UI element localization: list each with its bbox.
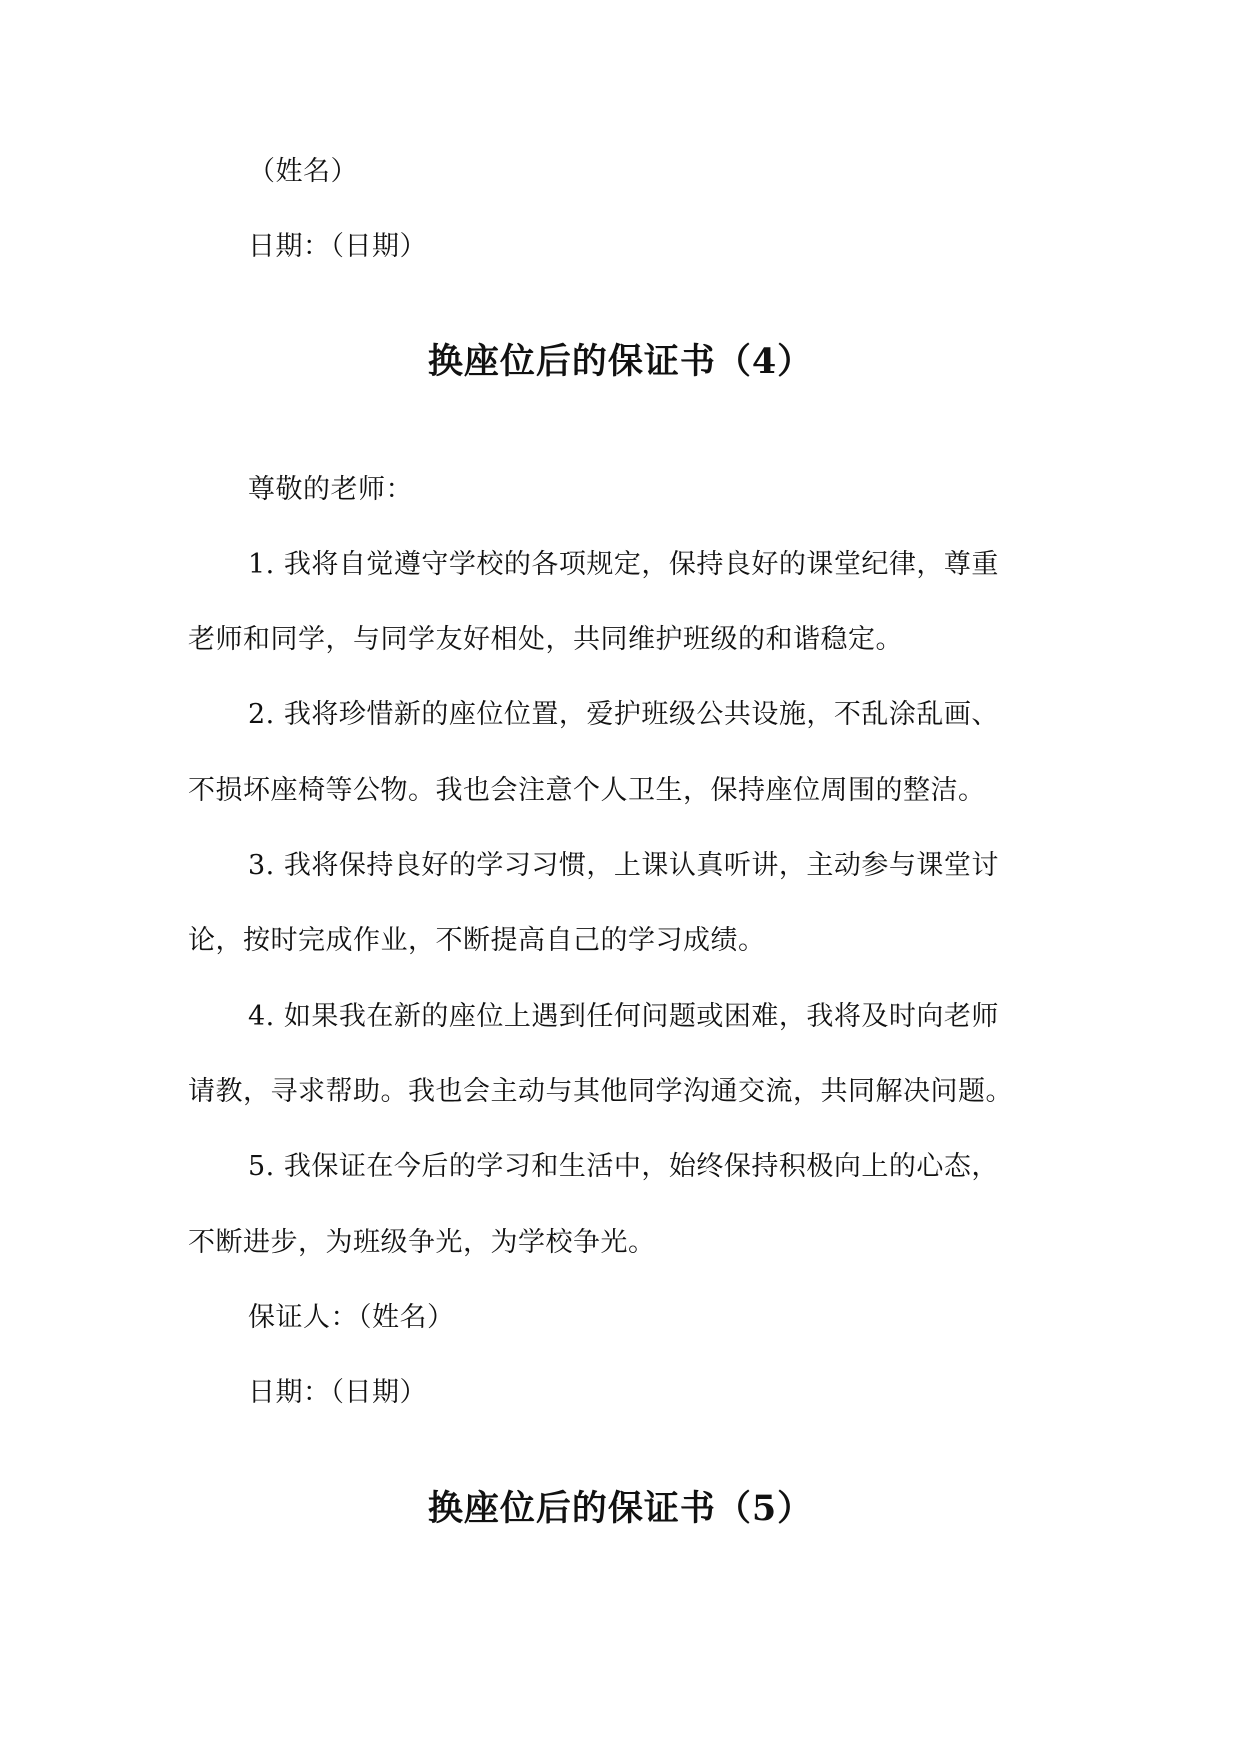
item-5-line-2: 不断进步，为班级争光，为学校争光。 [188,1227,656,1258]
section5-title: 换座位后的保证书（5） [427,1488,814,1529]
item-4-line-2: 请教，寻求帮助。我也会主动与其他同学沟通交流，共同解决问题。 [188,1076,1013,1107]
item-5-line-1: 5. 我保证在今后的学习和生活中，始终保持积极向上的心态， [248,1151,999,1182]
section4-title: 换座位后的保证书（4） [427,341,814,382]
item-2-line-2: 不损坏座椅等公物。我也会注意个人卫生，保持座位周围的整洁。 [188,775,986,806]
prev-date-line: 日期：（日期） [248,231,427,262]
item-1-line-1: 1. 我将自觉遵守学校的各项规定，保持良好的课堂纪律，尊重 [248,549,999,580]
item-2-line-1: 2. 我将珍惜新的座位位置，爱护班级公共设施，不乱涂乱画、 [248,699,999,730]
section4-guarantor-line: 保证人：（姓名） [248,1302,455,1333]
prev-signer-name: （姓名） [248,156,358,187]
item-3-line-2: 论，按时完成作业，不断提高自己的学习成绩。 [188,925,766,956]
section4-date-line: 日期：（日期） [248,1377,427,1408]
item-4-line-1: 4. 如果我在新的座位上遇到任何问题或困难，我将及时向老师 [248,1001,999,1032]
item-1-line-2: 老师和同学，与同学友好相处，共同维护班级的和谐稳定。 [188,624,903,655]
item-3-line-1: 3. 我将保持良好的学习习惯，上课认真听讲，主动参与课堂讨 [248,850,999,881]
section4-salutation: 尊敬的老师： [248,474,413,505]
